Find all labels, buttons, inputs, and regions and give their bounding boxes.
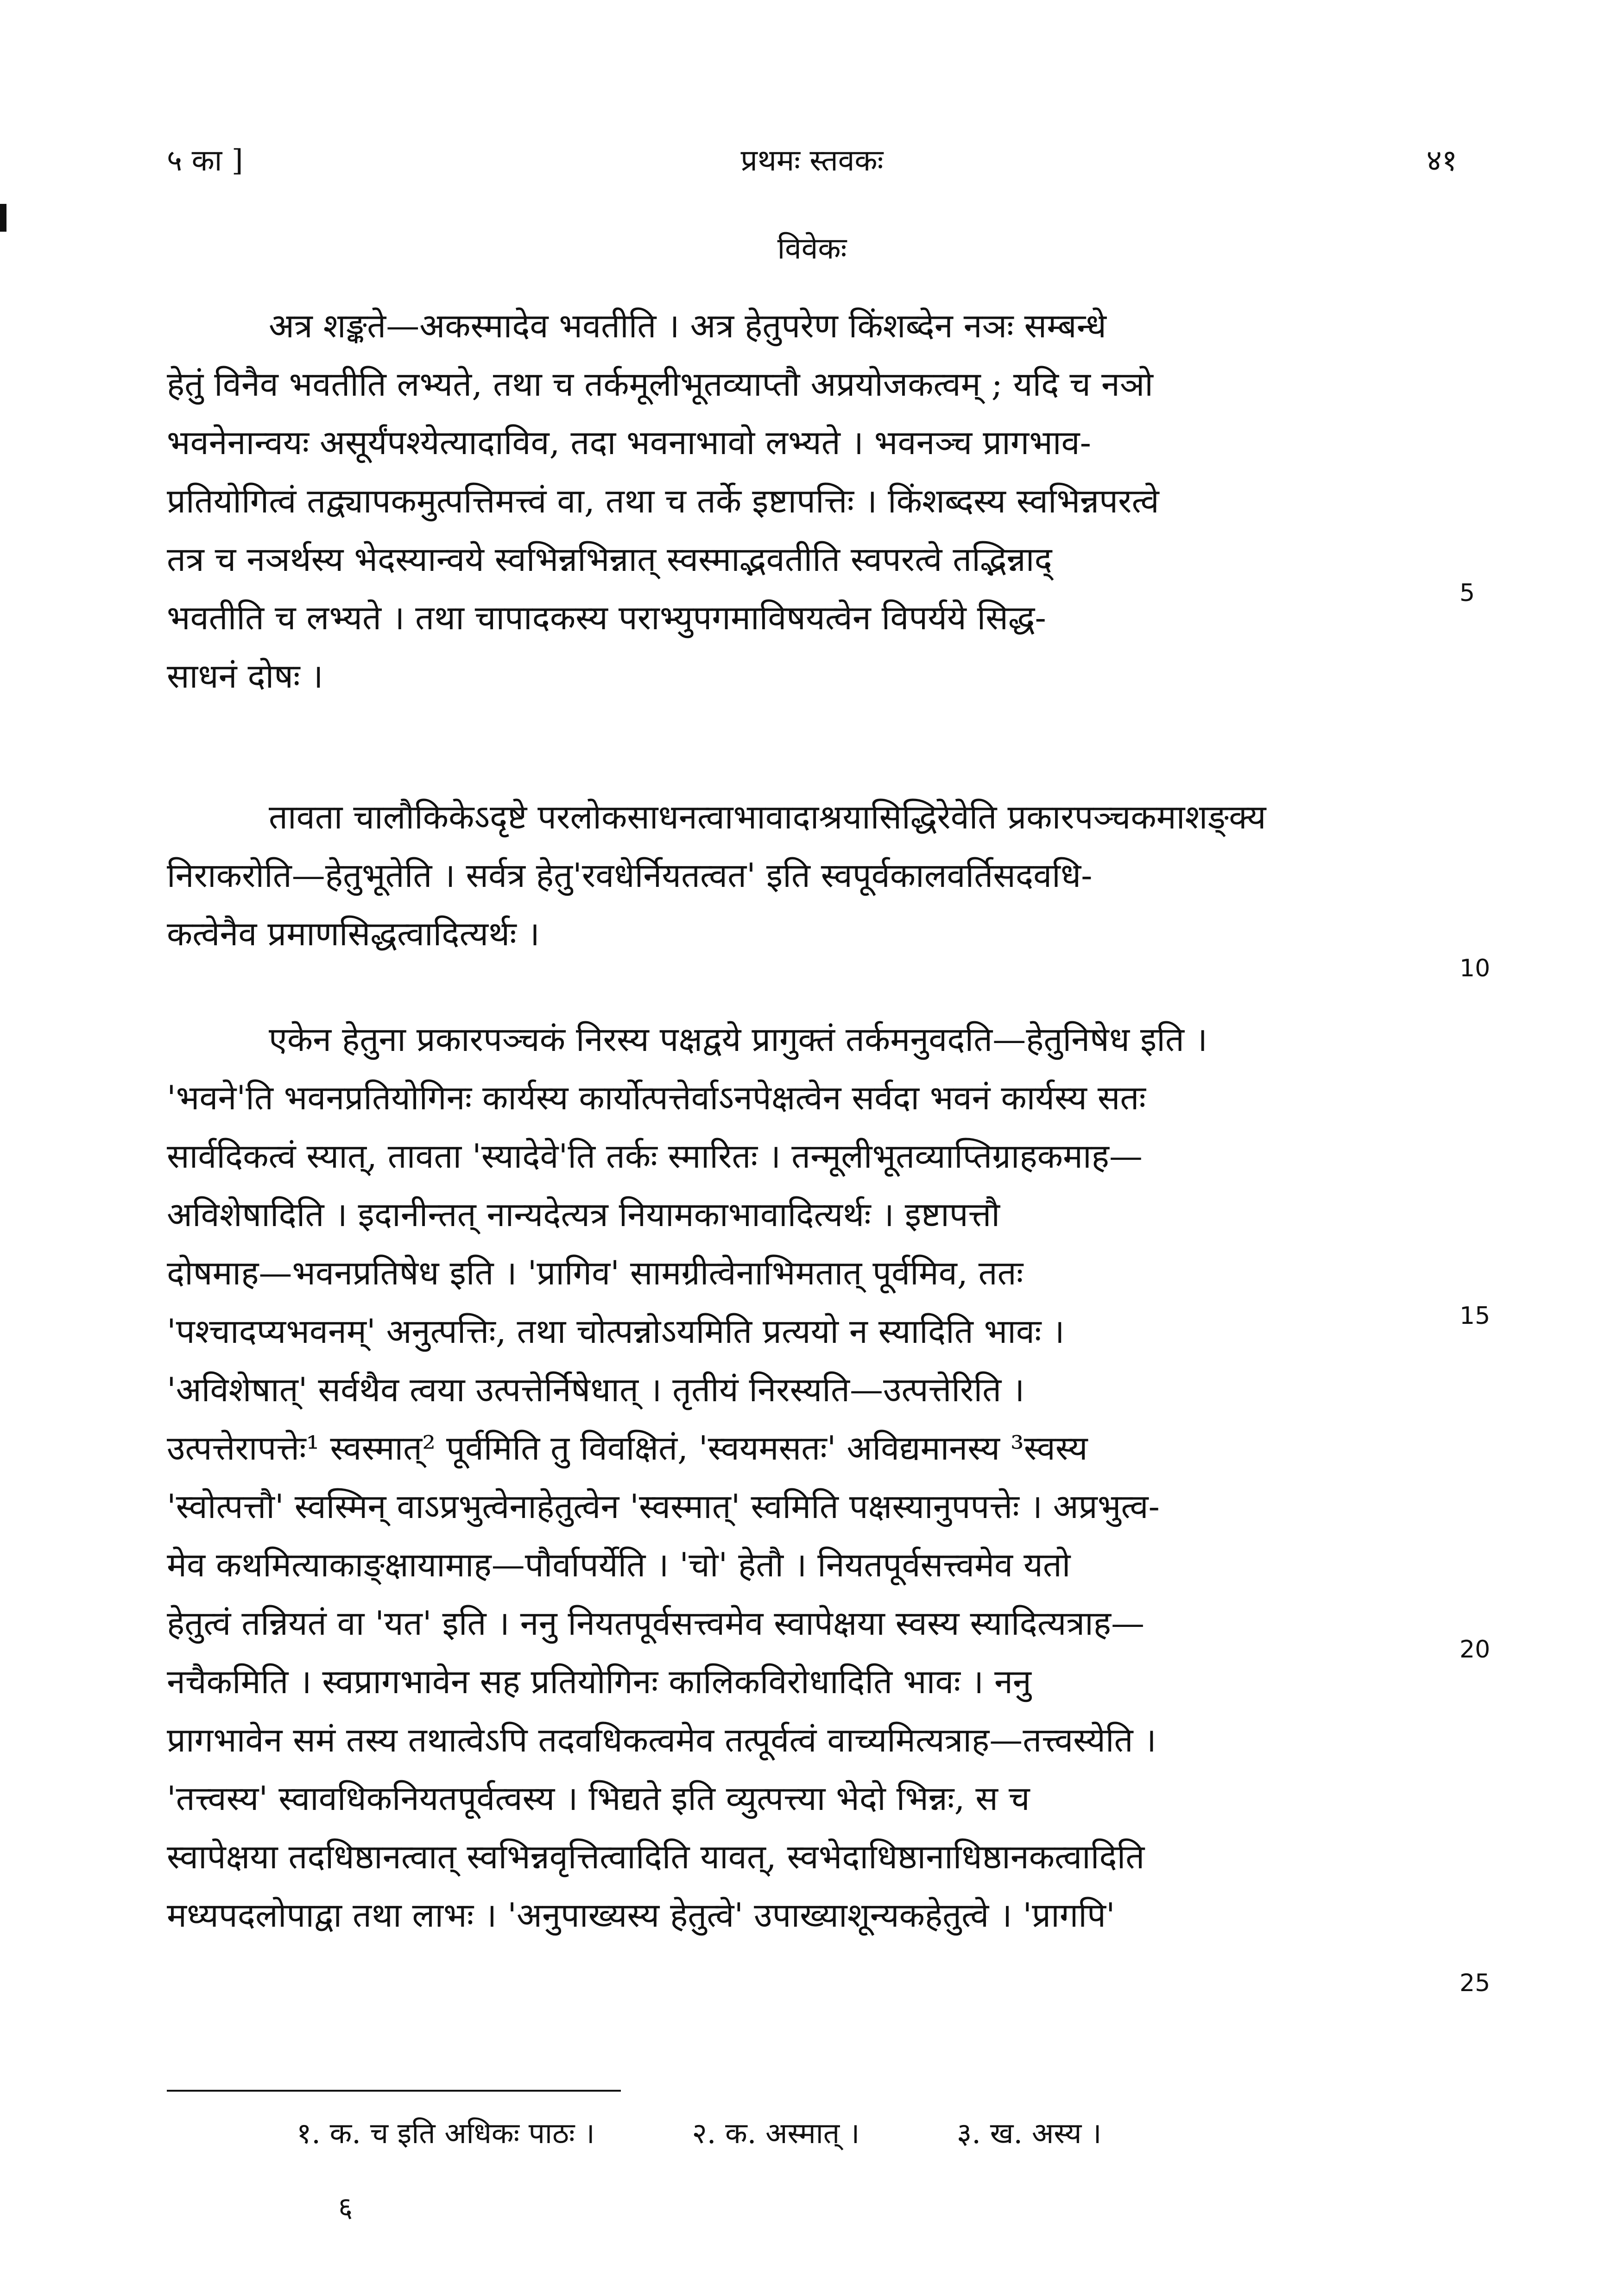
footnote-2: २. क. अस्मात् । [692, 2116, 860, 2150]
text-line: 'पश्चादप्यभवनम्' अनुत्पत्तिः, तथा चोत्पन्नोऽयमिति प्रत्ययो न स्यादिति भावः । [167, 1312, 1065, 1351]
text-line: अविशेषादिति । इदानीन्तत् नान्यदेत्यत्र नियामकाभावादित्यर्थः । इष्टापत्तौ [167, 1195, 1000, 1234]
signature-mark: ६ [338, 2191, 353, 2224]
footnote-3: ३. ख. अस्य । [957, 2116, 1102, 2150]
text-line: 'स्वोत्पत्तौ' स्वस्मिन् वाऽप्रभुत्वेनाहेतुत्वेन 'स्वस्मात्' स्वमिति पक्षस्यानुपपत्तेः । अप्रभुत्व- [167, 1487, 1160, 1526]
paragraph-2 [167, 788, 1436, 963]
text-line: मेव कथमित्याकाङ्क्षायामाह—पौर्वापर्येति । 'चो' हेतौ । नियतपूर्वसत्त्वमेव यतो [167, 1545, 1071, 1584]
paragraph-3 [167, 1010, 1436, 1944]
text-line: एकेन हेतुना प्रकारपञ्चकं निरस्य पक्षद्वये प्रागुक्तं तर्कमनुवदति—हेतुनिषेध इति । [269, 1020, 1208, 1059]
text-line: मध्यपदलोपाद्वा तथा लाभः । 'अनुपाख्यस्य हेतुत्वे' उपाख्याशून्यकहेतुत्वे । 'प्रागपि' [167, 1896, 1115, 1935]
line-number: 20 [1460, 1636, 1491, 1663]
text-line: अत्र शङ्कते—अकस्मादेव भवतीति । अत्र हेतुपरेण किंशब्देन नञः सम्बन्धे [269, 306, 1106, 345]
line-number: 5 [1460, 579, 1475, 607]
header-left: ५ का ] [167, 144, 243, 178]
footnotes [297, 2113, 1190, 2152]
text-line: नचैकमिति । स्वप्रागभावेन सह प्रतियोगिनः कालिकविरोधादिति भावः । ननु [167, 1662, 1031, 1701]
line-number: 15 [1460, 1302, 1491, 1330]
page-number: ४१ [1426, 144, 1457, 178]
text-line: 'अविशेषात्' सर्वथैव त्वया उत्पत्तेर्निषेधात् । तृतीयं निरस्यति—उत्पत्तेरिति । [167, 1370, 1025, 1409]
text-line: साधनं दोषः । [167, 657, 323, 696]
text-line: 'भवने'ति भवनप्रतियोगिनः कार्यस्य कार्योत्पत्तेर्वाऽनपेक्षत्वेन सर्वदा भवनं कार्यस्य सतः [167, 1078, 1146, 1117]
text-line: हेतुं विनैव भवतीति लभ्यते, तथा च तर्कमूलीभूतव्याप्तौ अप्रयोजकत्वम् ; यदि च नञो [167, 365, 1153, 404]
text-line: दोषमाह—भवनप्रतिषेध इति । 'प्रागिव' सामग्रीत्वेनाभिमतात् पूर्वमिव, ततः [167, 1253, 1024, 1292]
text-line: निराकरोति—हेतुभूतेति । सर्वत्र हेतु'रवधेर्नियतत्वत' इति स्वपूर्वकालवर्तिसदवधि- [167, 856, 1093, 895]
footnote-1: १. क. च इति अधिकः पाठः । [297, 2116, 595, 2150]
text-line: 'तत्त्वस्य' स्वावधिकनियतपूर्वत्वस्य । भिद्यते इति व्युत्पत्त्या भेदो भिन्नः, स च [167, 1779, 1030, 1818]
text-line: तत्र च नञर्थस्य भेदस्यान्वये स्वभिन्नभिन्नात् स्वस्माद्भवतीति स्वपरत्वे तद्भिन्नाद् [167, 540, 1052, 579]
text-line: स्वापेक्षया तदधिष्ठानत्वात् स्वभिन्नवृत्तित्वादिति यावत्, स्वभेदाधिष्ठानाधिष्ठानकत्वादिति [167, 1837, 1145, 1876]
line-number: 10 [1460, 955, 1491, 982]
header-title: प्रथमः स्तवकः [740, 144, 884, 178]
text-line: सार्वदिकत्वं स्यात्, तावता 'स्यादेवे'ति तर्कः स्मारितः । तन्मूलीभूतव्याप्तिग्राहकमाह— [167, 1137, 1143, 1176]
text-line: उत्पत्तेरापत्तेः¹ स्वस्मात्² पूर्वमिति तु विवक्षितं, 'स्वयमसतः' अविद्यमानस्य ³स्वस्य [167, 1429, 1088, 1467]
text-line: प्रागभावेन समं तस्य तथात्वेऽपि तदवधिकत्वमेव तत्पूर्वत्वं वाच्यमित्यत्राह—तत्त्वस्येति । [167, 1720, 1156, 1759]
text-line: हेतुत्वं तन्नियतं वा 'यत' इति । ननु नियतपूर्वसत्त्वमेव स्वापेक्षया स्वस्य स्यादित्यत्राह— [167, 1604, 1144, 1643]
section-title: विवेकः [777, 232, 847, 266]
text-line: भवतीति च लभ्यते । तथा चापादकस्य पराभ्युपगमाविषयत्वेन विपर्यये सिद्ध- [167, 598, 1046, 637]
page-header [167, 139, 1457, 195]
text-line: कत्वेनैव प्रमाणसिद्धत्वादित्यर्थः । [167, 914, 540, 953]
text-line: भवनेनान्वयः असूर्यंपश्येत्यादाविव, तदा भवनाभावो लभ्यते । भवनञ्च प्रागभाव- [167, 423, 1091, 462]
paragraph-1 [167, 297, 1436, 705]
text-line: प्रतियोगित्वं तद्व्यापकमुत्पत्तिमत्त्वं वा, तथा च तर्के इष्टापत्तिः । किंशब्दस्य स्वभिन्नपरत्वे [167, 481, 1159, 520]
text-line: तावता चालौकिकेऽदृष्टे परलोकसाधनत्वाभावादाश्रयासिद्धिरेवेति प्रकारपञ्चकमाशङ्क्य [269, 797, 1266, 836]
footnote-divider [167, 2090, 621, 2092]
line-number: 25 [1460, 1969, 1491, 1997]
